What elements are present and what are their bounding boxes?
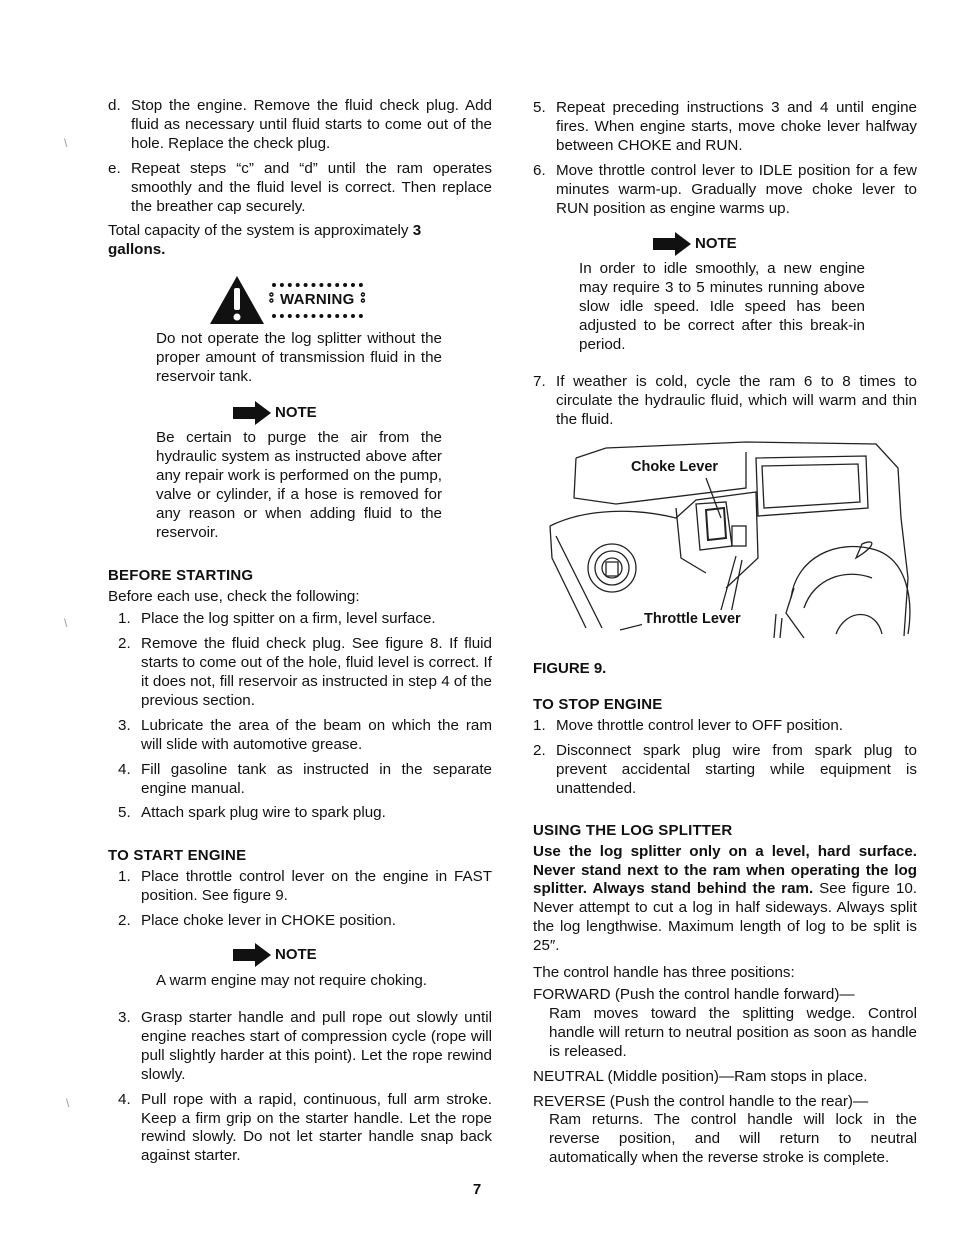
list-item-number: 3. bbox=[118, 716, 131, 734]
list-item bbox=[533, 373, 917, 430]
left-column bbox=[108, 96, 492, 1166]
reverse-text: Ram returns. The control handle will lock in the reverse position, and will return to neutral automatically when the reverse stroke is complete. bbox=[549, 1111, 917, 1167]
list-item bbox=[533, 99, 917, 156]
run-list-b bbox=[533, 373, 917, 430]
note-2 bbox=[233, 943, 492, 967]
list-item-text: Move throttle control lever to OFF position. bbox=[556, 717, 843, 734]
list-item-number: 3. bbox=[118, 1009, 131, 1026]
scan-mark: \ bbox=[64, 616, 68, 630]
note-arrow-icon bbox=[233, 943, 273, 967]
list-item-text: Lubricate the area of the beam on which the ram will slide with automotive grease. bbox=[141, 716, 492, 753]
note-arrow-icon bbox=[653, 232, 693, 256]
using-paragraph bbox=[533, 843, 917, 956]
note-1-body: Be certain to purge the air from the hydraulic system as instructed above after any repair work is performed on the pump, valve or cylinder, if a hose is removed for any reason or when adding fluid to the reservoir. bbox=[156, 428, 442, 541]
note-arrow-icon bbox=[233, 401, 273, 425]
list-item-text: Repeat preceding instructions 3 and 4 until engine fires. When engine starts, move choke lever halfway between CHOKE and RUN. bbox=[556, 99, 917, 154]
right-column bbox=[533, 96, 917, 430]
start-engine-heading: TO START ENGINE bbox=[108, 847, 247, 865]
list-item bbox=[118, 1091, 492, 1167]
list-item-text: Remove the fluid check plug. See figure 8. If fluid starts to come out of the hole, fluid level is correct. If it does not, fill reservoir as instructed in step 4 of the previous section. bbox=[141, 635, 492, 709]
list-item-text: Attach spark plug wire to spark plug. bbox=[141, 804, 386, 822]
list-item-number: 2. bbox=[118, 912, 131, 930]
list-item-text: Pull rope with a rapid, continuous, full arm stroke. Keep a firm grip on the starter handle. Let the rope rewind slowly. Do not let starter handle snap back against starter. bbox=[141, 1090, 492, 1165]
list-item-text: Grasp starter handle and pull rope out slowly until engine reaches start of compression cycle (rope will pull slightly harder at this point). Let the rope rewind slowly. bbox=[141, 1009, 492, 1083]
list-item-number: 2. bbox=[533, 741, 546, 759]
before-starting-heading: BEFORE STARTING bbox=[108, 567, 254, 585]
list-item bbox=[118, 635, 492, 711]
warning-label: ⦂ WARNING ⦂ bbox=[272, 283, 363, 318]
capacity-paragraph bbox=[108, 222, 492, 260]
note-2-label: NOTE bbox=[275, 945, 317, 963]
note-3-text bbox=[533, 260, 917, 355]
step-d bbox=[108, 97, 492, 154]
reverse-head: REVERSE (Push the control handle to the rear)— bbox=[533, 1092, 869, 1110]
forward-head: FORWARD (Push the control handle forward)— bbox=[533, 985, 855, 1003]
stop-engine-heading: TO STOP ENGINE bbox=[533, 696, 663, 713]
neutral-text: NEUTRAL (Middle position)—Ram stops in place. bbox=[533, 1067, 868, 1085]
using-bold: Use the log splitter only on a level, hard surface. Never stand next to the ram when operating the log splitter. Always stand behind the ram. bbox=[533, 842, 917, 898]
list-item bbox=[118, 610, 492, 629]
list-item-number: 6. bbox=[533, 161, 546, 179]
note-1-label: NOTE bbox=[275, 403, 317, 421]
list-item bbox=[118, 761, 492, 799]
note-1-text bbox=[108, 429, 492, 542]
list-item-text: Place the log spitter on a firm, level surface. bbox=[141, 610, 436, 628]
list-item bbox=[118, 804, 492, 823]
warning-banner bbox=[208, 274, 492, 326]
figure-9-caption: FIGURE 9. bbox=[533, 660, 607, 677]
run-list-a bbox=[533, 99, 917, 218]
scan-mark: \ bbox=[66, 1096, 70, 1110]
list-item bbox=[118, 912, 492, 931]
warning-text bbox=[108, 330, 492, 387]
list-item bbox=[118, 1009, 492, 1085]
note-2-text bbox=[108, 972, 492, 991]
before-intro: Before each use, check the following: bbox=[108, 588, 360, 606]
note-3 bbox=[653, 232, 917, 256]
list-item-number: 4. bbox=[118, 1090, 131, 1108]
list-item bbox=[118, 868, 492, 906]
list-item-number: 5. bbox=[118, 804, 131, 822]
list-item-number: 4. bbox=[118, 760, 131, 778]
list-item-text: If weather is cold, cycle the ram 6 to 8 times to circulate the hydraulic fluid, which will warm and thin the fluid. bbox=[556, 372, 917, 428]
list-item-number: 1. bbox=[533, 717, 546, 734]
capacity-text: Total capacity of the system is approximately bbox=[108, 222, 413, 240]
capacity-bold: 3 gallons. bbox=[108, 222, 422, 259]
right-column-lower bbox=[533, 695, 917, 1168]
list-item-number: 2. bbox=[118, 635, 131, 653]
using-heading: USING THE LOG SPLITTER bbox=[533, 821, 733, 839]
note-2-body: A warm engine may not require choking. bbox=[156, 972, 427, 990]
before-list bbox=[108, 610, 492, 823]
page-number: 7 bbox=[472, 1181, 482, 1198]
scan-mark: \ bbox=[64, 136, 68, 150]
list-item bbox=[533, 742, 917, 799]
throttle-lever-label: Throttle Lever bbox=[644, 611, 741, 627]
step-e bbox=[108, 160, 492, 217]
list-item bbox=[533, 717, 917, 736]
step-e-text: Repeat steps “c” and “d” until the ram operates smoothly and the fluid level is correct. Then replace the breather cap securely. bbox=[131, 159, 492, 215]
warning-body: Do not operate the log splitter without the proper amount of transmission fluid in the reservoir tank. bbox=[156, 330, 442, 386]
warning-triangle-icon bbox=[208, 274, 266, 326]
list-item-text: Disconnect spark plug wire from spark plug to prevent accidental starting while equipment is unattended. bbox=[556, 741, 917, 797]
note-3-label: NOTE bbox=[695, 234, 737, 252]
list-item-number: 1. bbox=[118, 610, 131, 628]
using-text: See figure 10. Never attempt to cut a log in half sideways. Always split the log lengthwise. Maximum length of log to be split is 25″. bbox=[533, 880, 917, 955]
list-item-text: Place choke lever in CHOKE position. bbox=[141, 912, 396, 930]
start-list-b bbox=[108, 1009, 492, 1166]
list-item-number: 7. bbox=[533, 372, 546, 390]
stop-list bbox=[533, 717, 917, 799]
list-item-text: Place throttle control lever on the engine in FAST position. See figure 9. bbox=[141, 868, 492, 905]
forward-text: Ram moves toward the splitting wedge. Control handle will return to neutral position as soon as handle is released. bbox=[549, 1004, 917, 1060]
choke-lever-label: Choke Lever bbox=[631, 459, 719, 475]
note-1 bbox=[233, 401, 492, 425]
handle-intro: The control handle has three positions: bbox=[533, 964, 795, 982]
step-e-letter: e. bbox=[108, 159, 121, 177]
step-d-text: Stop the engine. Remove the fluid check plug. Add fluid as necessary until fluid starts to come out of the hole. Replace the check plug. bbox=[131, 97, 492, 152]
note-3-body: In order to idle smoothly, a new engine may require 3 to 5 minutes running above slow idle speed. Idle speed has been adjusted to be correct after this break-in period. bbox=[579, 260, 865, 354]
list-item-number: 5. bbox=[533, 99, 546, 116]
step-d-letter: d. bbox=[108, 97, 121, 114]
list-item-text: Move throttle control lever to IDLE position for a few minutes warm-up. Gradually move choke lever to RUN position as engine warms up. bbox=[556, 161, 917, 217]
start-list-a bbox=[108, 868, 492, 931]
list-item bbox=[533, 162, 917, 219]
list-item-text: Fill gasoline tank as instructed in the separate engine manual. bbox=[141, 760, 492, 797]
list-item-number: 1. bbox=[118, 868, 131, 886]
list-item bbox=[118, 717, 492, 755]
